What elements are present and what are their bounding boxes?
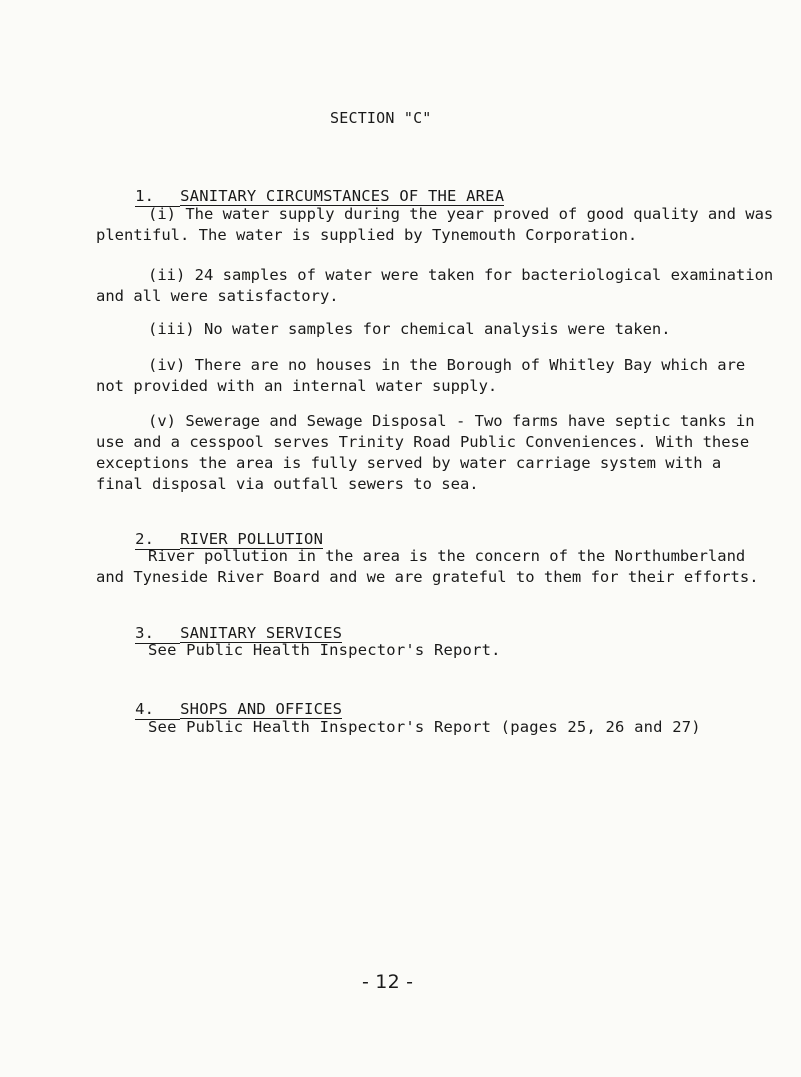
page-number: - 12 -: [362, 971, 414, 993]
paragraph-2: River pollution in the area is the concern of the Northumberland and Tyneside River Board and we are grateful to them for their efforts.: [96, 547, 759, 586]
paragraph-1-ii: (ii) 24 samples of water were taken for bacteriological examination and all were satisfactory.: [96, 266, 774, 305]
section-2-number: 2.: [135, 529, 180, 550]
section-1-number: 1.: [135, 186, 180, 207]
section-4-title: SHOPS AND OFFICES: [180, 700, 343, 718]
paragraph-1-i: (i) The water supply during the year proved of good quality and was plentiful. The water is supplied by Tynemouth Corporation.: [96, 205, 774, 244]
paragraph-1-iii: (iii) No water samples for chemical analysis were taken.: [148, 320, 671, 338]
section-4-number: 4.: [135, 699, 180, 720]
section-3-number: 3.: [135, 623, 180, 644]
paragraph-1-iv: (iv) There are no houses in the Borough of Whitley Bay which are not provided with an internal water supply.: [96, 356, 746, 395]
paragraph-1-v: (v) Sewerage and Sewage Disposal - Two farms have septic tanks in use and a cesspool serves Trinity Road Public Conveniences. With these exceptions the area is fully served by water carriage system with a final disposal via outfall sewers to sea.: [96, 412, 755, 493]
paragraph-4: See Public Health Inspector's Report (pages 25, 26 and 27): [148, 718, 701, 736]
section-2-title: RIVER POLLUTION: [180, 530, 324, 548]
paragraph-3: See Public Health Inspector's Report.: [148, 641, 501, 659]
section-1-title: SANITARY CIRCUMSTANCES OF THE AREA: [180, 187, 505, 205]
section-title: SECTION "C": [330, 109, 432, 127]
section-3-title: SANITARY SERVICES: [180, 624, 343, 642]
